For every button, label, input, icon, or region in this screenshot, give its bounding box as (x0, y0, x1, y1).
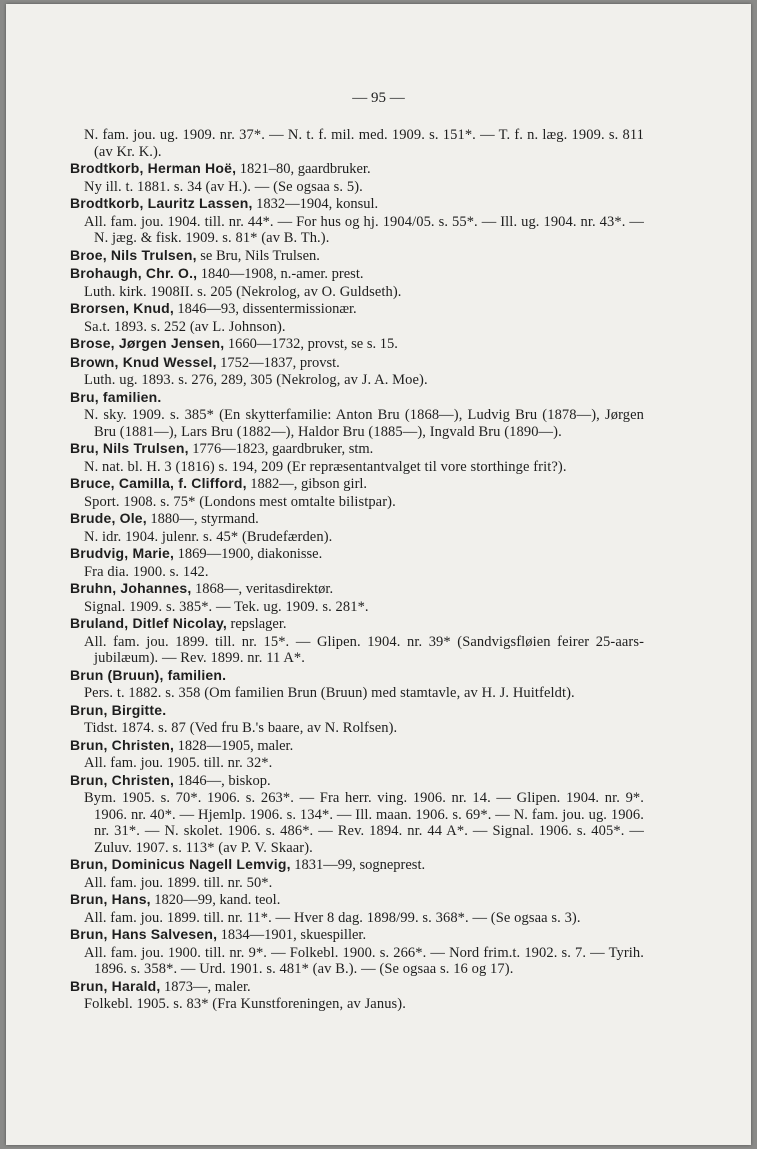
entry-description: 1660—1732, provst, se s. 15. (227, 336, 398, 352)
entry-description: 1846—, biskop. (177, 772, 271, 789)
entry-name: Brodtkorb, Lauritz Lassen, (70, 195, 253, 211)
entry-reference: All. fam. jou. 1899. till. nr. 15*. — Glipen. 1904. nr. 39* (Sandvigsfløien feirer 25-aars-jubilæum). — Rev. 1899. nr. 11 A*. (84, 633, 644, 666)
entry-name: Bru, Nils Trulsen, (70, 440, 189, 456)
entry-description: 1869—1900, diakonisse. (177, 546, 323, 562)
entry-reference: N. sky. 1909. s. 385* (En skytterfamilie: Anton Bru (1868—), Ludvig Bru (1878—), Jørgen Bru (1881—), Lars Bru (1882—), Haldor Bru (1885—), Ingvald Bru (1890—). (84, 407, 644, 440)
entry-headline (70, 300, 644, 319)
entry-name: Brun, Christen, (70, 771, 175, 788)
entry (70, 545, 644, 580)
entry-reference: All. fam. jou. 1899. till. nr. 50*. (84, 874, 273, 891)
entry-name: Brun, Hans Salvesen, (70, 926, 218, 942)
entry-headline (70, 891, 644, 910)
entry (70, 615, 644, 667)
entry-name: Brohaugh, Chr. O., (70, 265, 198, 281)
entry (70, 335, 644, 354)
entry-headline (70, 335, 644, 354)
entry-reference: Bym. 1905. s. 70*. 1906. s. 263*. — Fra herr. ving. 1906. nr. 14. — Glipen. 1904. nr. 9*. 1906. nr. 40*. — Hjemlp. 1906. s. 134*. — Ill. maan. 1906. s. 69*. — N. fam. jou. ug. 1906. nr. 31*. — N. skolet. 1906. s. 486*. — Rev. 1894. nr. 44 A*. — Signal. 1906. s. 405*. — Zuluv. 1907. s. 113* (av P. V. Skaar). (84, 790, 644, 856)
entry-description: 1846—93, dissentermissionær. (177, 301, 357, 317)
entry-reference: N. idr. 1904. julenr. s. 45* (Brudefærden). (84, 528, 333, 545)
entry-description: 1828—1905, maler. (177, 737, 294, 754)
entry-description: 1820—99, kand. teol. (154, 892, 281, 908)
entry-name: Brun, Dominicus Nagell Lemvig, (70, 856, 291, 872)
entry-headline (70, 545, 644, 564)
entry-headline (70, 160, 644, 179)
entry-reference: Tidst. 1874. s. 87 (Ved fru B.'s baare, av N. Rolfsen). (84, 720, 398, 736)
entry-headline (70, 772, 644, 791)
entry-reference: Sa.t. 1893. s. 252 (av L. Johnson). (84, 318, 286, 335)
entry-reference: Ny ill. t. 1881. s. 34 (av H.). — (Se ogsaa s. 5). (84, 178, 363, 195)
entry-name: Brude, Ole, (70, 510, 147, 526)
entry-reference: Fra dia. 1900. s. 142. (84, 563, 209, 580)
entry-description: 1882—, gibson girl. (250, 476, 368, 492)
entry-description: 1873—, maler. (164, 978, 251, 995)
entry-reference: All. fam. jou. 1899. till. nr. 11*. — Hver 8 dag. 1898/99. s. 368*. — (Se ogsaa s. 3). (84, 909, 581, 926)
entry-description: 1831—99, sogneprest. (294, 857, 426, 873)
entry (70, 737, 644, 772)
entry-headline (70, 978, 644, 997)
entry (70, 440, 644, 475)
entry-reference: N. fam. jou. ug. 1909. nr. 37*. — N. t. f. mil. med. 1909. s. 151*. — T. f. n. læg. 1909. s. 811 (av Kr. K.). (84, 127, 644, 160)
entry (70, 978, 644, 1013)
entry-headline (70, 926, 644, 945)
entry-name: Brose, Jørgen Jensen, (70, 335, 225, 351)
entry-headline (70, 856, 644, 875)
entry-name: Bru, familien. (70, 388, 162, 405)
entry-name: Brun, Christen, (70, 736, 175, 753)
entry-name: Brun, Birgitte. (70, 701, 167, 718)
entry-reference: Pers. t. 1882. s. 358 (Om familien Brun (Bruun) med stamtavle, av H. J. Huitfeldt). (84, 685, 575, 701)
entry-reference: Luth. ug. 1893. s. 276, 289, 305 (Nekrolog, av J. A. Moe). (84, 372, 428, 388)
entry-name: Brown, Knud Wessel, (70, 353, 217, 370)
entry (70, 127, 644, 160)
entry (70, 580, 644, 615)
entry-name: Brudvig, Marie, (70, 545, 175, 561)
page (6, 4, 751, 1145)
entry (70, 475, 644, 510)
entry-description: 1880—, styrmand. (150, 511, 259, 527)
entry-name: Bruland, Ditlef Nicolay, (70, 615, 228, 631)
entry (70, 891, 644, 926)
entry (70, 354, 644, 389)
entry-name: Broe, Nils Trulsen, (70, 246, 197, 263)
entry-headline (70, 580, 644, 599)
entry (70, 300, 644, 335)
entry-reference: Sport. 1908. s. 75* (Londons mest omtalte bilistpar). (84, 493, 396, 510)
entry (70, 247, 644, 266)
entry-headline (70, 354, 644, 373)
entry-description: 1752—1837, provst. (220, 354, 340, 371)
entry-headline (70, 475, 644, 494)
entry-headline (70, 702, 644, 721)
entry (70, 389, 644, 441)
entry-headline (70, 247, 644, 266)
entry-name: Brun (Bruun), familien. (70, 666, 227, 683)
entry-reference: All. fam. jou. 1905. till. nr. 32*. (84, 755, 273, 771)
entry-description: 1821–80, gaardbruker. (239, 161, 371, 177)
entry-headline (70, 510, 644, 529)
entry-headline (70, 615, 644, 634)
entry (70, 667, 644, 702)
entry-headline (70, 195, 644, 214)
entry-reference: Folkebl. 1905. s. 83* (Fra Kunstforeningen, av Janus). (84, 996, 406, 1012)
entry-name: Brun, Hans, (70, 891, 151, 907)
entry (70, 160, 644, 195)
entry-reference: Signal. 1909. s. 385*. — Tek. ug. 1909. s. 281*. (84, 598, 369, 615)
entry-headline (70, 667, 644, 686)
entry-headline (70, 440, 644, 459)
entry-reference: All. fam. jou. 1904. till. nr. 44*. — For hus og hj. 1904/05. s. 55*. — Ill. ug. 1904. nr. 43*. — N. jæg. & fisk. 1909. s. 81* (av B. Th.). (84, 213, 644, 246)
entry (70, 856, 644, 891)
entry-name: Brodtkorb, Herman Hoë, (70, 160, 237, 176)
entry-description: se Bru, Nils Trulsen. (200, 247, 320, 264)
entry-description: repslager. (230, 616, 287, 632)
entry (70, 772, 644, 857)
entry-headline (70, 389, 644, 408)
entry-description: 1868—, veritasdirektør. (194, 581, 334, 597)
entry-list (70, 127, 644, 1013)
entry-description: 1832—1904, konsul. (256, 196, 379, 212)
entry-description: 1834—1901, skuespiller. (220, 927, 367, 943)
entry (70, 510, 644, 545)
entry-description: 1840—1908, n.-amer. prest. (200, 266, 364, 282)
entry-description: 1776—1823, gaardbruker, stm. (192, 441, 374, 457)
entry (70, 265, 644, 300)
entry-headline (70, 737, 644, 756)
entry-reference: Luth. kirk. 1908II. s. 205 (Nekrolog, av O. Guldseth). (84, 283, 402, 300)
entry (70, 702, 644, 737)
entry-name: Brorsen, Knud, (70, 300, 174, 316)
entry-name: Bruhn, Johannes, (70, 580, 192, 596)
entry-name: Brun, Harald, (70, 977, 161, 994)
entry (70, 926, 644, 978)
entry-reference: All. fam. jou. 1900. till. nr. 9*. — Folkebl. 1900. s. 266*. — Nord frim.t. 1902. s. 7. — Tyrih. 1896. s. 358*. — Urd. 1901. s. 481* (av B.). — (Se ogsaa s. 16 og 17). (84, 944, 644, 977)
entry-name: Bruce, Camilla, f. Clifford, (70, 475, 247, 491)
page-number: — 95 — (352, 90, 405, 106)
entry (70, 195, 644, 247)
entry-headline (70, 265, 644, 284)
entry-reference: N. nat. bl. H. 3 (1816) s. 194, 209 (Er repræsentantvalget til vore storthinge frit?). (84, 458, 567, 475)
